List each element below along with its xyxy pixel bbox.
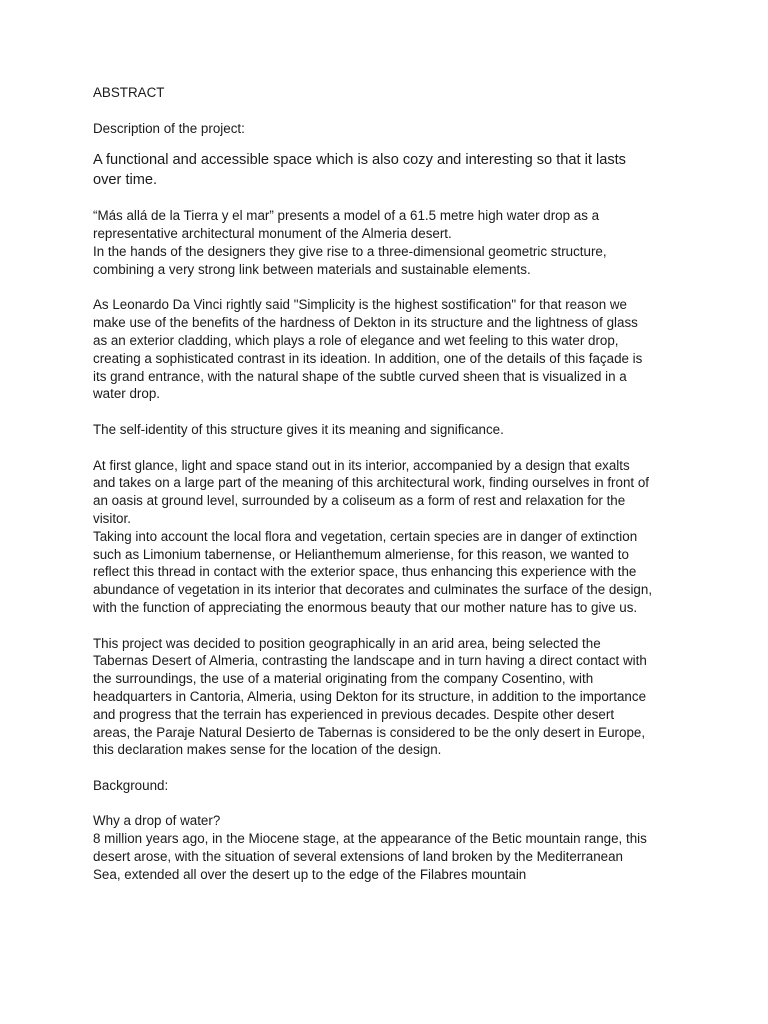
paragraph: “Más allá de la Tierra y el mar” presents a model of a 61.5 metre high water drop as a representative architectural monument of the Almeria desert. [93, 208, 600, 242]
section-title: Description of the project: [93, 120, 245, 136]
paragraph: In the hands of the designers they give rise to a three-dimensional geometric structure, combining a very strong link between materials and sustainable elements. [93, 243, 607, 277]
lead-statement: A functional and accessible space which is also cozy and interesting so that it lasts over time. [93, 152, 626, 189]
paragraph: At first glance, light and space stand out in its interior, accompanied by a design that exalts and takes on a large part of the meaning of this architectural work, finding ourselves in front of an oasis at ground level, surrounded by a coliseum as a form of rest and relaxation for the visitor. [93, 457, 650, 526]
paragraph: Taking into account the local flora and vegetation, certain species are in danger of extinction such as Limonium tabernense, or Helianthemum almeriense, for this reason, we wanted to reflect this thread in contact with the exterior space, thus enhancing this experience with the abundance of vegetation in its interior that decorates and culminates the surface of the design, with the function of appreciating the enormous beauty that our mother nature has to give us. [93, 528, 653, 615]
paragraph: As Leonardo Da Vinci rightly said "Simplicity is the highest sostification" for that reason we make use of the benefits of the hardness of Dekton in its structure and the lightness of glass as an exterior cladding, which plays a role of elegance and wet feeling to this water drop, creating a sophisticated contrast in its ideation. In addition, one of the details of this façade is its grand entrance, with the natural shape of the subtle curved sheen that is visualized in a water drop. [93, 297, 643, 402]
background-title: Background: [93, 777, 169, 793]
paragraph: 8 million years ago, in the Miocene stage, at the appearance of the Betic mountain range, this desert arose, with the situation of several extensions of land broken by the Mediterranean Sea, extended all over the desert up to the edge of the Filabres mountain [93, 831, 647, 882]
background-question: Why a drop of water? [93, 813, 221, 829]
paragraph: This project was decided to position geographically in an arid area, being selected the Tabernas Desert of Almeria, contrasting the landscape and in turn having a direct contact with the surroundings, the use of a material originating from the company Cosentino, with headquarters in Cantoria, Almeria, using Dekton for its structure, in addition to the importance and progress that the terrain has experienced in previous decades. Despite other desert areas, the Paraje Natural Desierto de Tabernas is considered to be the only desert in Europe, this declaration makes sense for the location of the design. [93, 635, 647, 758]
abstract-heading: ABSTRACT [93, 85, 165, 100]
document-body [93, 84, 653, 884]
paragraph: The self-identity of this structure gives it its meaning and significance. [93, 421, 504, 437]
